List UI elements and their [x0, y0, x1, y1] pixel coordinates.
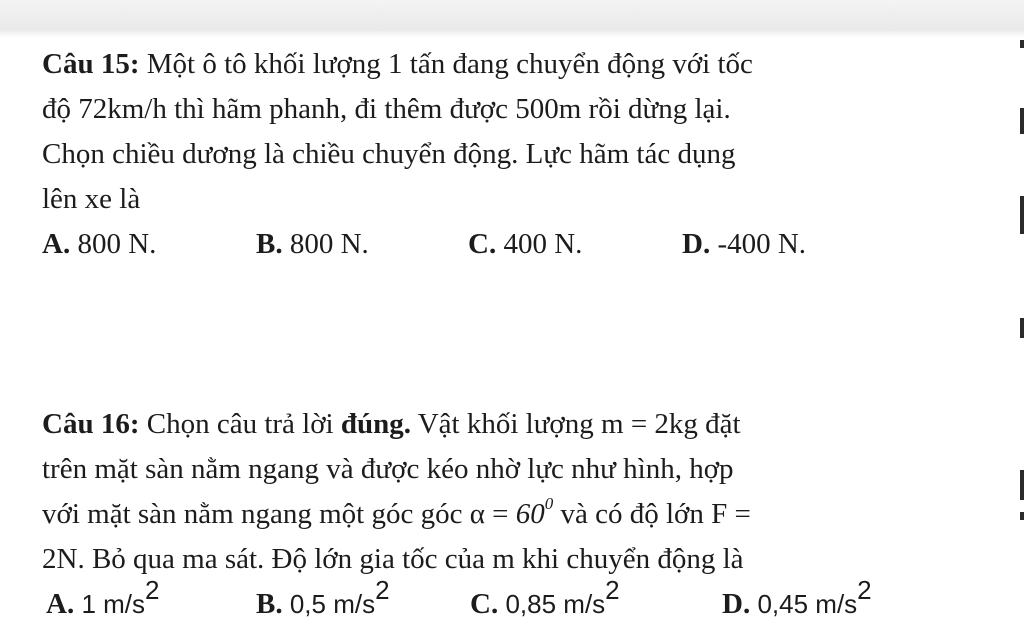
- angle-number: 60: [515, 498, 545, 530]
- question-15: [42, 42, 962, 267]
- option-key: C.: [468, 228, 497, 260]
- right-edge-mark: [1020, 470, 1024, 500]
- q15-line-4: lên xe là: [42, 183, 141, 215]
- top-margin-band: [0, 0, 1024, 30]
- option-key: D.: [682, 228, 711, 260]
- option-text: 800 N.: [289, 228, 369, 260]
- q16-text-1a: Chọn câu trả lời: [146, 408, 341, 440]
- question-16: [42, 402, 962, 627]
- option-value: 0,5 m/s: [289, 589, 376, 619]
- degree-mark: 0: [544, 494, 554, 514]
- option-exponent: 2: [145, 575, 160, 606]
- option-value: 0,45 m/s: [757, 589, 858, 619]
- q16-emphasis: đúng.: [340, 408, 411, 440]
- option-value: 1 m/s: [81, 589, 146, 619]
- option-text: 400 N.: [503, 228, 583, 260]
- q15-options: [42, 222, 962, 267]
- option-key: B.: [256, 228, 283, 260]
- option-exponent: 2: [375, 575, 390, 606]
- option-key: A.: [42, 228, 71, 260]
- q16-text-3a: với mặt sàn nằm ngang một góc góc α =: [42, 498, 516, 530]
- q16-line-1: [42, 402, 962, 447]
- q16-option-c[interactable]: [470, 575, 620, 627]
- q15-option-d[interactable]: [682, 222, 806, 267]
- option-value: 0,85 m/s: [505, 589, 606, 619]
- right-edge-mark: [1020, 512, 1024, 520]
- q16-line-3: [42, 492, 962, 537]
- q16-option-b[interactable]: [256, 575, 390, 627]
- q15-line-3: Chọn chiều dương là chiều chuyển động. Lực hãm tác dụng: [42, 138, 736, 170]
- q16-text-3b: và có độ lớn F =: [553, 498, 751, 530]
- right-edge-mark: [1020, 40, 1024, 48]
- q15-line-2: độ 72km/h thì hãm phanh, đi thêm được 500m rồi dừng lại.: [42, 93, 731, 125]
- right-edge-mark: [1020, 196, 1024, 234]
- q16-line-4: 2N. Bỏ qua ma sát. Độ lớn gia tốc của m khi chuyển động là: [42, 543, 744, 575]
- q16-line-2: trên mặt sàn nằm ngang và được kéo nhờ lực như hình, hợp: [42, 453, 734, 485]
- q15-option-b[interactable]: [256, 222, 369, 267]
- q15-option-c[interactable]: [468, 222, 582, 267]
- q15-line-1: [42, 42, 962, 87]
- q16-option-d[interactable]: [722, 575, 872, 627]
- q15-text-1: Một ô tô khối lượng 1 tấn đang chuyển động với tốc: [146, 48, 753, 80]
- option-key: C.: [470, 588, 499, 620]
- option-text: -400 N.: [717, 228, 807, 260]
- q16-option-a[interactable]: [46, 575, 160, 627]
- option-exponent: 2: [857, 575, 872, 606]
- right-edge-mark: [1020, 318, 1024, 338]
- q15-label: Câu 15:: [42, 48, 140, 80]
- right-edge-mark: [1020, 108, 1024, 134]
- option-key: D.: [722, 588, 751, 620]
- option-key: A.: [46, 588, 75, 620]
- top-shadow: [0, 30, 1024, 38]
- q15-option-a[interactable]: [42, 222, 156, 267]
- option-key: B.: [256, 588, 283, 620]
- option-exponent: 2: [605, 575, 620, 606]
- q16-label: Câu 16:: [42, 408, 140, 440]
- option-text: 800 N.: [77, 228, 157, 260]
- angle-value: [515, 494, 554, 530]
- q16-options: [42, 575, 962, 627]
- q16-text-1b: Vật khối lượng m = 2kg đặt: [411, 408, 741, 440]
